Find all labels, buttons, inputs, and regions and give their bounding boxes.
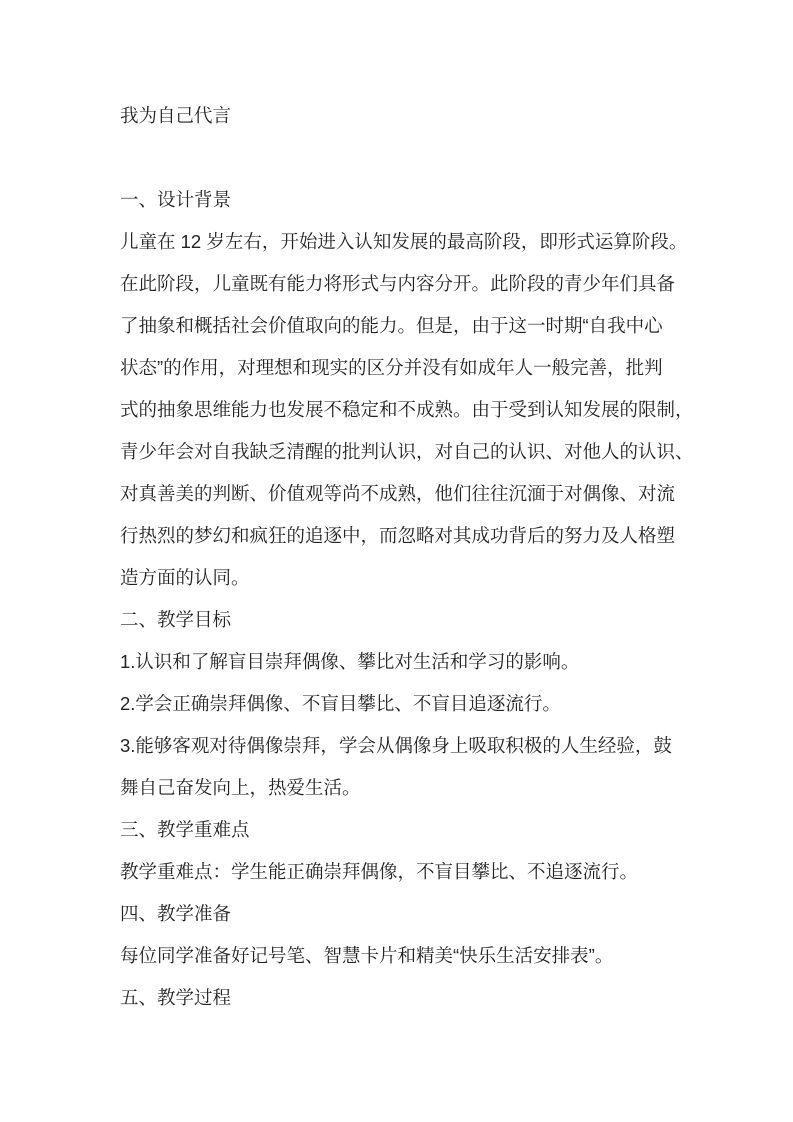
- paragraph-line: 式的抽象思维能力也发展不稳定和不成熟。由于受到认知发展的限制，: [120, 399, 694, 420]
- paragraph-line: 儿童在 12 岁左右，开始进入认知发展的最高阶段，即形式运算阶段。: [120, 231, 688, 252]
- objective-item: 1.认识和了解盲目崇拜偶像、攀比对生活和学习的影响。: [120, 651, 580, 672]
- section-heading: 三、教学重难点: [120, 819, 250, 840]
- objective-item: 3.能够客观对待偶像崇拜，学会从偶像身上吸取积极的人生经验，鼓: [120, 735, 672, 756]
- document-body: [120, 95, 700, 1019]
- paragraph-line: 每位同学准备好记号笔、智慧卡片和精美“快乐生活安排表”。: [120, 945, 614, 966]
- blank-line: [120, 137, 700, 179]
- paragraph-line: 行热烈的梦幻和疯狂的追逐中，而忽略对其成功背后的努力及人格塑: [120, 525, 676, 546]
- section-heading: 五、教学过程: [120, 987, 232, 1008]
- section-heading: 四、教学准备: [120, 903, 232, 924]
- paragraph-line: 状态”的作用，对理想和现实的区分并没有如成年人一般完善，批判: [120, 357, 663, 378]
- paragraph-line: 了抽象和概括社会价值取向的能力。但是，由于这一时期“自我中心: [120, 315, 663, 336]
- paragraph-line: 对真善美的判断、价值观等尚不成熟，他们往往沉湎于对偶像、对流: [120, 483, 676, 504]
- paragraph-line: 造方面的认同。: [120, 567, 250, 588]
- paragraph-line: 在此阶段，儿童既有能力将形式与内容分开。此阶段的青少年们具备: [120, 273, 676, 294]
- section-heading: 二、教学目标: [120, 609, 232, 630]
- paragraph-line: 教学重难点：学生能正确崇拜偶像，不盲目攀比、不追逐流行。: [120, 861, 639, 882]
- document-title: 我为自己代言: [120, 105, 232, 126]
- paragraph-line: 青少年会对自我缺乏清醒的批判认识，对自己的认识、对他人的认识、: [120, 441, 694, 462]
- objective-item: 2.学会正确崇拜偶像、不盲目攀比、不盲目追逐流行。: [120, 693, 561, 714]
- objective-item: 舞自己奋发向上，热爱生活。: [120, 777, 361, 798]
- section-heading: 一、设计背景: [120, 189, 232, 210]
